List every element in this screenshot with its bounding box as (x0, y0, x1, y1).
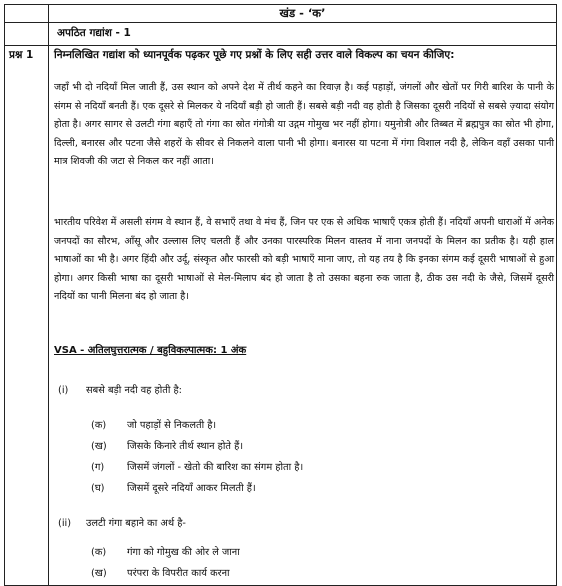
option-label: (क) (91, 547, 107, 558)
option-label: (ख) (91, 568, 107, 579)
section-title: खंड - ‘क’ (279, 6, 326, 20)
question-1 (58, 383, 538, 399)
question-2 (58, 516, 538, 532)
instruction-text: निम्नलिखित गद्यांश को ध्यानपूर्वक पढ़कर पूछे गए प्रश्नों के लिए सही उत्तर वाले विकल्प का चयन कीजिए: (54, 49, 455, 61)
passage-heading: अपठित गद्यांश - 1 (57, 27, 131, 39)
question-2-number: (ii) (58, 518, 72, 529)
option-text: जो पहाड़ों से निकलती है। (127, 420, 217, 431)
option-text: गंगा को गोमुख की ओर ले जाना (127, 547, 240, 558)
question-1-text: सबसे बड़ी नदी वह होती है: (86, 385, 182, 396)
option-label: (ग) (91, 462, 105, 473)
question-2-text: उलटी गंगा बहाने का अर्थ है- (86, 518, 186, 529)
row-divider (5, 22, 556, 23)
passage-paragraph-1: जहाँ भी दो नदियाँ मिल जाती हैं, उस स्थान को अपने देश में तीर्थ कहने का रिवाज़ है। कई पहाड़ों, जंगलों और खेतों पर गिरी बारिश के पानी के संगम से नदियाँ बनती हैं। एक दूसरे से मिलकर ये नदियाँ बड़ी हो जाती हैं। सबसे बड़ी नदी वह होती है जिसका दूसरी नदियों से सबसे ज़्यादा संयोग होता है। अगर सागर से उलटी गंगा बहाएँ तो गंगा का स्रोत गंगोत्री या उद्गम गोमुख भर नहीं होगा। यमुनोत्री और तिब्बत में ब्रह्मपुत्र का स्रोत भी होगा, दिल्ली, बनारस और पटना जैसे शहरों के सीवर से निकलने वाला पानी भी होगा। बनारस या पटना में गंगा विशाल नदी है, लेकिन वहाँ उसका पानी मात्र शिवजी की जटा से निकल कर नहीं आता। (54, 82, 554, 168)
row-divider (5, 45, 556, 46)
vsa-heading: VSA - अतिलघुत्तरात्मक / बहुविकल्पात्मक: 1 अंक (54, 345, 247, 356)
question-number: प्रश्न 1 (9, 49, 34, 61)
question-1-number: (i) (58, 385, 69, 396)
option-text: जिसमें दूसरे नदियाँ आकर मिलती हैं। (127, 483, 256, 494)
question-table (4, 4, 557, 586)
column-divider (48, 5, 49, 585)
option-text: जिसके किनारे तीर्थ स्थान होते हैं। (127, 441, 244, 452)
option-label: (ख) (91, 441, 107, 452)
option-text: परंपरा के विपरीत कार्य करना (127, 568, 230, 579)
option-text: जिसमें जंगलों - खेतो की बारिश का संगम होता है। (127, 462, 304, 473)
passage-paragraph-2: भारतीय परिवेश में असली संगम वे स्थान हैं, वे सभाएँ तथा वे मंच हैं, जिन पर एक से अधिक भाषाएँ एकत्र होती हैं। नदियाँ अपनी धाराओं में अनेक जनपदों का सौरभ, आँसू और उल्लास लिए चलती हैं और उनका पारस्परिक मिलन वास्तव में नाना जनपदों के मिलन का प्रतीक है। यही हाल भाषाओं का भी है। अगर हिंदी और उर्दू, संस्कृत और फारसी को बड़ी भाषाएँ माना जाए, तो यह तय है कि इनका संगम कई दूसरी भाषाओं से हुआ होगा। अगर किसी भाषा का दूसरी भाषाओं से मेल-मिलाप बंद हो जाता है तो उसका बहना रुक जाता है, ठीक उस नदी के जैसे, जिसमें दूसरी नदियों का पानी मिलना बंद हो जाता है। (54, 217, 554, 303)
option-label: (क) (91, 420, 107, 431)
option-label: (घ) (91, 483, 105, 494)
